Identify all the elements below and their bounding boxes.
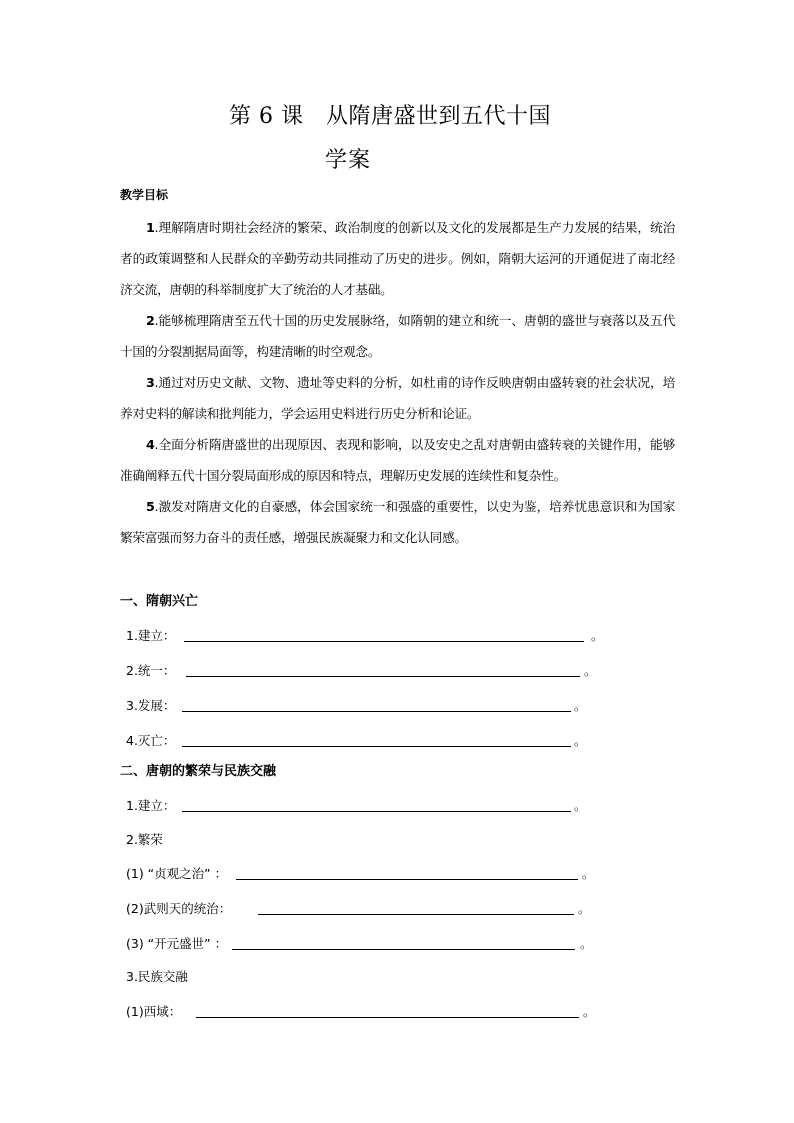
objective-item (120, 429, 675, 491)
objective-number: 1 (146, 220, 155, 235)
section1-heading: 一、隋朝兴亡 (120, 594, 199, 609)
prosperity-label: 2.繁荣 (126, 832, 163, 847)
fill-label: 2.统一： (126, 663, 176, 678)
answer-blank[interactable] (184, 626, 584, 642)
fill-end: 。 (578, 901, 591, 916)
fill-row-kaiyuan (126, 934, 593, 954)
fill-row-develop (126, 696, 587, 716)
objective-text: .理解隋唐时期社会经济的繁荣、政治制度的创新以及文化的发展都是生产力发展的结果，统治者的政策调整和人民群众的辛勤劳动共同推动了历史的进步。例如，隋朝大运河的开通促进了南北经济交流，唐朝的科举制度扩大了统治的人才基础。 (120, 220, 675, 297)
fill-row-establish (126, 626, 604, 646)
fill-end: 。 (583, 1004, 596, 1019)
fill-end: 。 (574, 698, 587, 713)
objective-text: .通过对历史文献、文物、遗址等史料的分析，如杜甫的诗作反映唐朝由盛转衰的社会状况，培养对史料的解读和批判能力，学会运用史料进行历史分析和论证。 (120, 375, 675, 421)
answer-blank[interactable] (232, 934, 575, 950)
objective-item (120, 367, 675, 429)
objective-item (120, 212, 675, 305)
answer-blank[interactable] (258, 899, 574, 915)
fill-end: 。 (582, 866, 595, 881)
answer-blank[interactable] (196, 1002, 579, 1018)
answer-blank[interactable] (182, 796, 571, 812)
fill-row-unify (126, 661, 597, 681)
fill-label: (1) “贞观之治” ： (126, 866, 228, 881)
objective-number: 2 (146, 313, 155, 328)
fill-end: 。 (574, 798, 587, 813)
objective-number: 4 (146, 437, 155, 452)
fill-label: (1)西域： (126, 1004, 182, 1019)
page-title: 第 6 课 从隋唐盛世到五代十国 (229, 104, 551, 129)
fill-end: 。 (584, 663, 597, 678)
answer-blank[interactable] (182, 696, 571, 712)
fill-end: 。 (574, 733, 587, 748)
objective-number: 3 (146, 375, 155, 390)
fill-row-fall (126, 731, 587, 751)
objectives-list (120, 212, 675, 553)
fill-end: 。 (591, 628, 604, 643)
fill-end: 。 (580, 936, 593, 951)
section2-heading: 二、唐朝的繁荣与民族交融 (120, 764, 277, 779)
fill-row-tang-establish (126, 796, 587, 816)
fill-label: 4.灭亡： (126, 733, 176, 748)
fill-label: 1.建立： (126, 798, 176, 813)
fill-label: 3.发展： (126, 698, 176, 713)
objective-text: .激发对隋唐文化的自豪感，体会国家统一和强盛的重要性，以史为鉴，培养忧患意识和为国家繁荣富强而努力奋斗的责任感，增强民族凝聚力和文化认同感。 (120, 499, 675, 545)
fill-label: 1.建立： (126, 628, 176, 643)
fill-label: (2)武则天的统治： (126, 901, 232, 916)
answer-blank[interactable] (236, 864, 578, 880)
fill-row-xiyu (126, 1002, 596, 1022)
fill-label: (3) “开元盛世” ： (126, 936, 228, 951)
objectives-heading: 教学目标 (120, 188, 169, 202)
answer-blank[interactable] (186, 661, 580, 677)
answer-blank[interactable] (182, 731, 571, 747)
objective-item (120, 305, 675, 367)
fill-row-zhenguan (126, 864, 595, 884)
objective-item (120, 491, 675, 553)
objective-number: 5 (146, 499, 155, 514)
fusion-label: 3.民族交融 (126, 969, 188, 984)
objective-text: .能够梳理隋唐至五代十国的历史发展脉络，如隋朝的建立和统一、唐朝的盛世与衰落以及五代十国的分裂割据局面等，构建清晰的时空观念。 (120, 313, 675, 359)
fill-row-wuzetian (126, 899, 591, 919)
objective-text: .全面分析隋唐盛世的出现原因、表现和影响，以及安史之乱对唐朝由盛转衰的关键作用，能够准确阐释五代十国分裂局面形成的原因和特点，理解历史发展的连续性和复杂性。 (120, 437, 675, 483)
page-subtitle: 学案 (325, 148, 372, 173)
